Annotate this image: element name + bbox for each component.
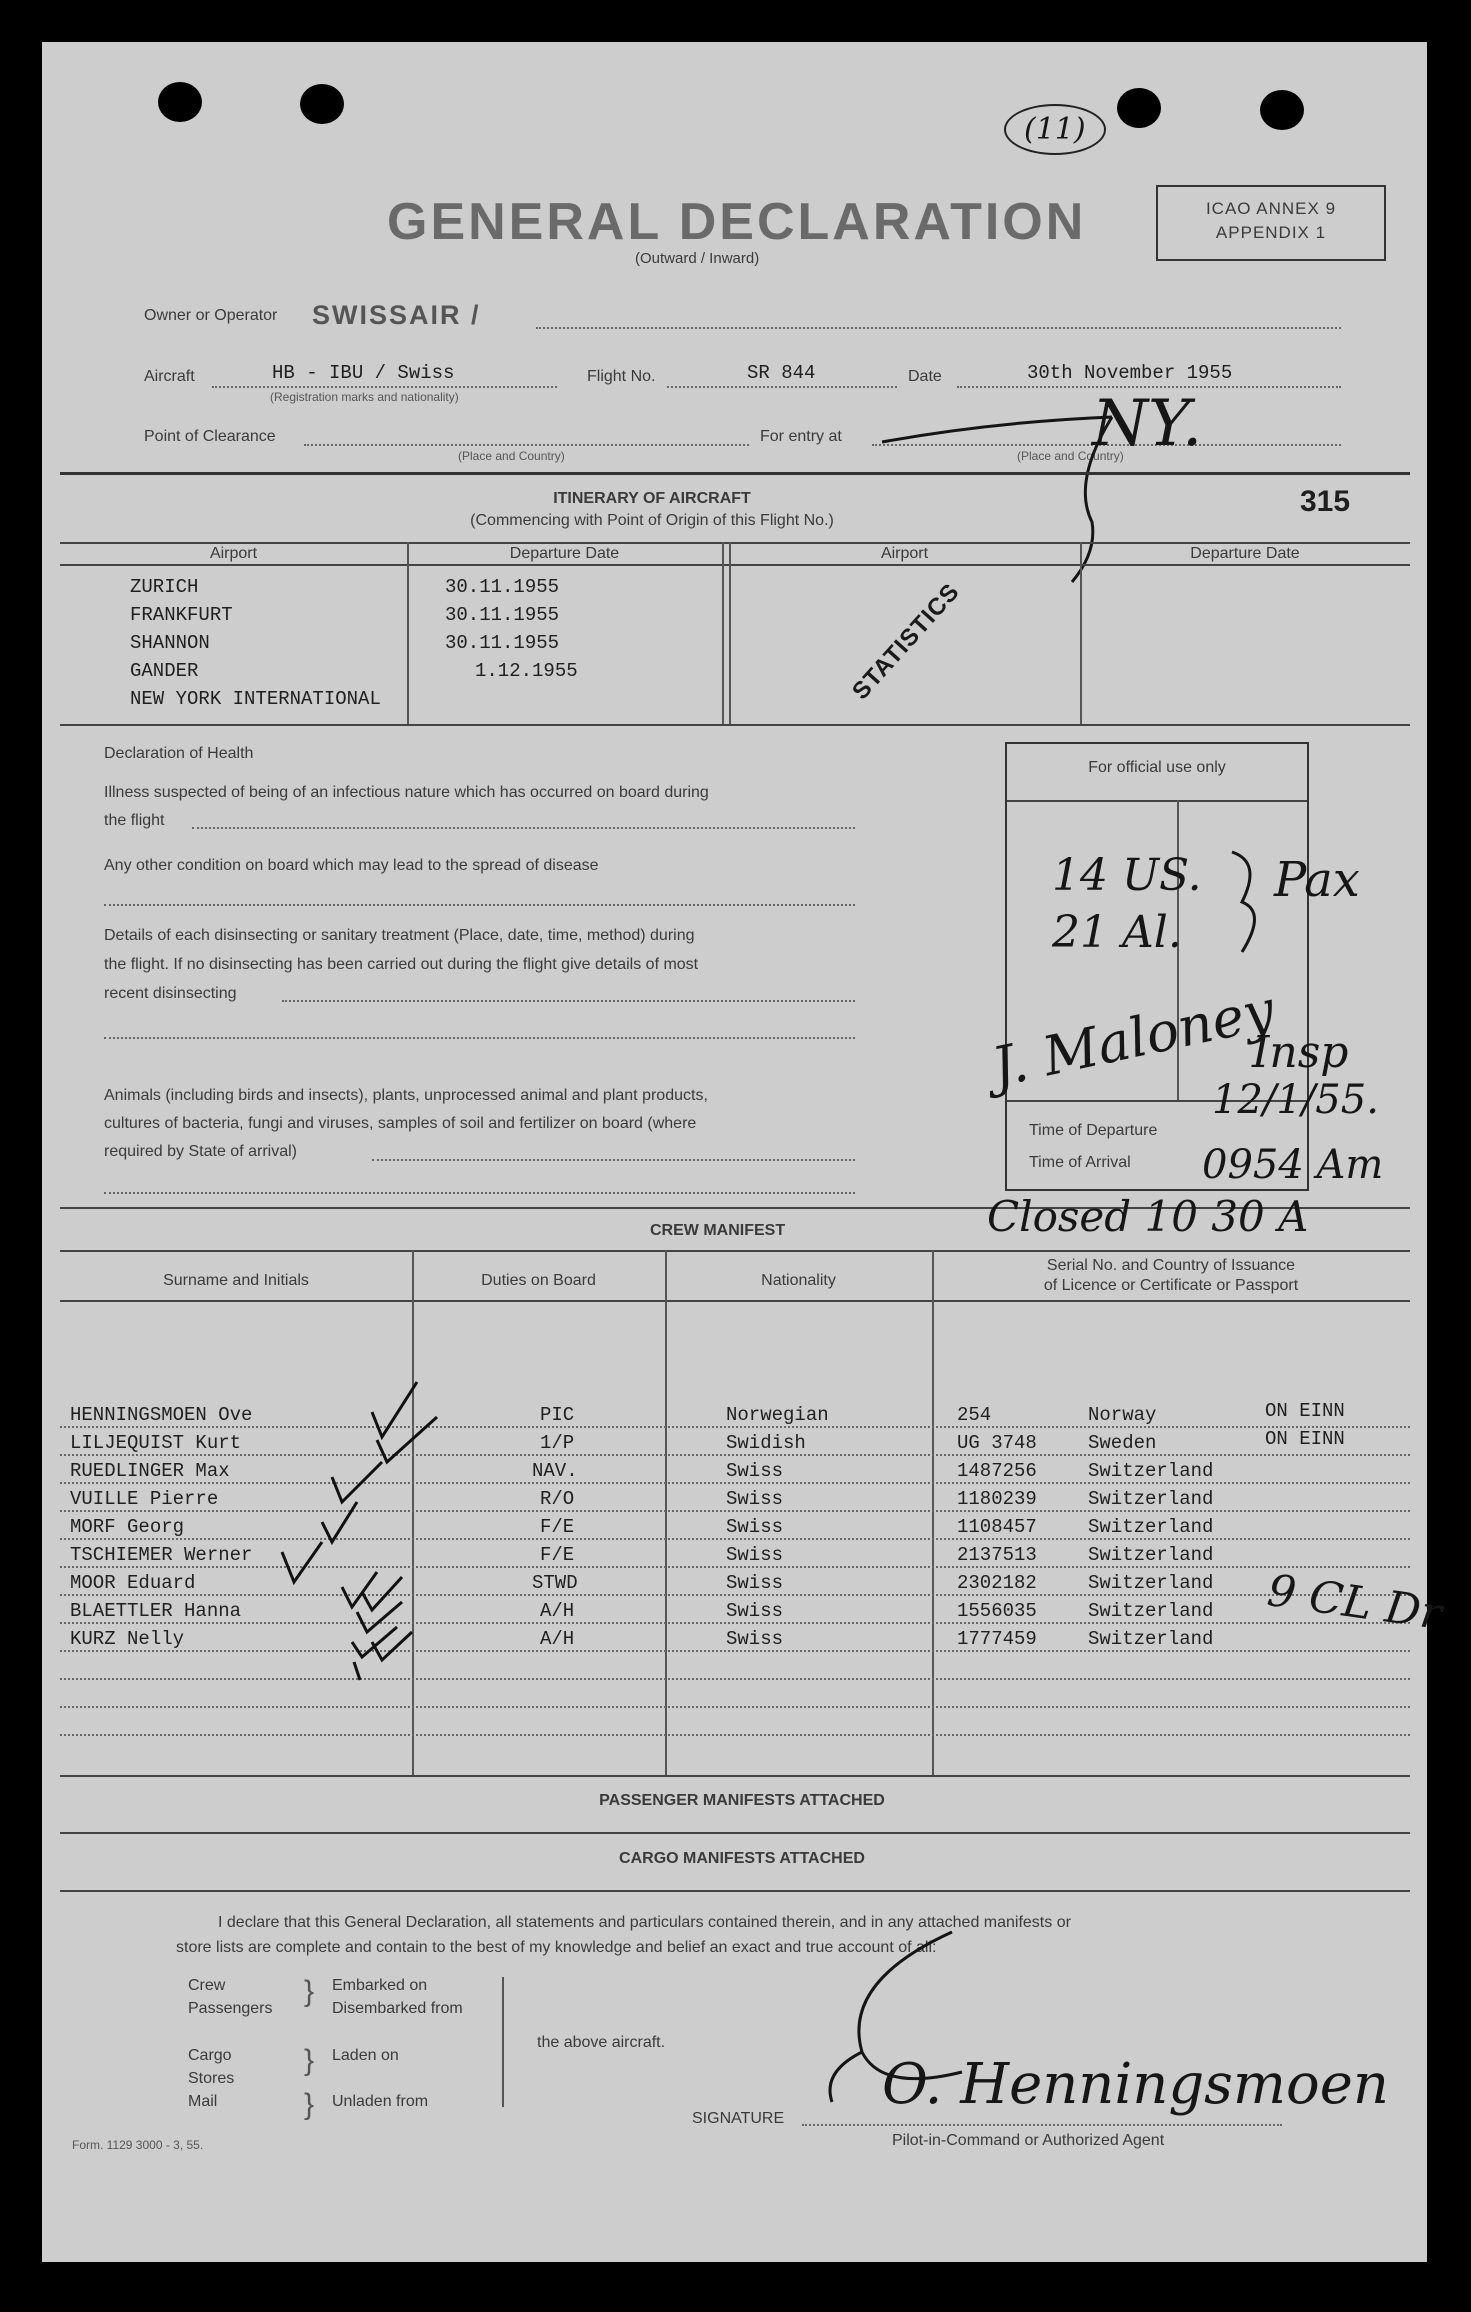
crew-country-4: Switzerland [1088, 1488, 1214, 1510]
signature-label: SIGNATURE [692, 2110, 785, 2127]
punch-hole-1 [158, 82, 202, 122]
closed-note: Closed 10 30 A [987, 1192, 1309, 1241]
official-signature: J. Maloney [986, 977, 1280, 1100]
crew-header-serial-1: Serial No. and Country of Issuance [1046, 1257, 1296, 1274]
official-note-2: 21 Al. [1052, 907, 1182, 958]
flight-value: SR 844 [747, 362, 816, 384]
brace-1: } [304, 1975, 315, 2008]
crew-serial-8: 1556035 [957, 1600, 1037, 1622]
flight-label: Flight No. [587, 368, 656, 385]
crew-nationality-2: Swidish [726, 1432, 806, 1454]
form-number: Form. 1129 3000 - 3, 55. [72, 2138, 204, 2152]
clearance-label: Point of Clearance [144, 428, 276, 445]
crew-duty-7: STWD [532, 1572, 578, 1594]
crew-name-4: VUILLE Pierre [70, 1488, 219, 1510]
declaration-line-1: I declare that this General Declaration, all statements and particulars contained therein, and in any attached manifests or [218, 1914, 1071, 1931]
decl-above: the above aircraft. [537, 2034, 666, 2051]
date-label: Date [908, 368, 942, 385]
bracket [502, 1977, 504, 2107]
entry-label: For entry at [760, 428, 842, 445]
aircraft-note: (Registration marks and nationality) [270, 390, 459, 404]
punch-hole-2 [300, 84, 344, 124]
health-q1-line1: Illness suspected of being of an infectious nature which has occurred on board during [104, 784, 709, 801]
crew-duty-8: A/H [540, 1600, 575, 1622]
entry-note: (Place and Country) [1017, 449, 1124, 463]
crew-margin-note: 9 CL Dr [1264, 1565, 1445, 1640]
crew-duty-3: NAV. [532, 1460, 578, 1482]
crew-nationality-6: Swiss [726, 1544, 784, 1566]
crew-country-3: Switzerland [1088, 1460, 1214, 1482]
crew-serial-1: 254 [957, 1404, 992, 1426]
health-q1-line2: the flight [104, 812, 165, 829]
crew-serial-9: 1777459 [957, 1628, 1037, 1650]
decl-mail: Mail [188, 2093, 218, 2110]
health-q3-line2: the flight. If no disinsecting has been carried out during the flight give details of most [104, 956, 699, 973]
crew-duty-4: R/O [540, 1488, 575, 1510]
health-q3-line1: Details of each disinsecting or sanitary treatment (Place, date, time, method) during [104, 927, 695, 944]
official-note-3: Pax [1274, 852, 1360, 908]
decl-unladen: Unladen from [332, 2093, 429, 2110]
form-title: GENERAL DECLARATION [387, 193, 1087, 251]
itinerary-header-date-2: Departure Date [1190, 545, 1300, 562]
declaration-form [42, 42, 1445, 2262]
itinerary-date-2: 30.11.1955 [445, 604, 560, 626]
date-value: 30th November 1955 [1027, 362, 1233, 384]
health-q3-line3: recent disinsecting [104, 985, 237, 1002]
crew-header-serial-2: of Licence or Certificate or Passport [1043, 1277, 1299, 1294]
punch-hole-3 [1117, 88, 1161, 128]
crew-nationality-7: Swiss [726, 1572, 784, 1594]
crew-serial-4: 1180239 [957, 1488, 1037, 1510]
crew-header-name: Surname and Initials [163, 1272, 309, 1289]
crew-extra-2: ON EINN [1265, 1428, 1345, 1450]
itinerary-header-airport: Airport [209, 545, 258, 562]
crew-name-5: MORF Georg [70, 1516, 185, 1538]
health-q4-line1: Animals (including birds and insects), plants, unprocessed animal and plant products, [104, 1087, 708, 1104]
cargo-manifests: CARGO MANIFESTS ATTACHED [619, 1850, 865, 1867]
itinerary-header-airport-2: Airport [880, 545, 929, 562]
annex-line-1: ICAO ANNEX 9 [1205, 199, 1337, 218]
statistics-stamp: STATISTICS [847, 578, 966, 706]
itinerary-subtitle: (Commencing with Point of Origin of this Flight No.) [470, 512, 834, 529]
crew-title: CREW MANIFEST [650, 1222, 786, 1239]
crew-extra-1: ON EINN [1265, 1400, 1345, 1422]
crew-serial-7: 2302182 [957, 1572, 1037, 1594]
aircraft-label: Aircraft [144, 368, 195, 385]
crew-nationality-1: Norwegian [726, 1404, 829, 1426]
crew-country-7: Switzerland [1088, 1572, 1214, 1594]
crew-name-9: KURZ Nelly [70, 1628, 185, 1650]
aircraft-value: HB - IBU / Swiss [272, 362, 455, 384]
health-q4-line2: cultures of bacteria, fungi and viruses, samples of soil and fertilizer on board (where [104, 1115, 697, 1132]
crew-name-7: MOOR Eduard [70, 1572, 196, 1594]
itinerary-airport-4: GANDER [130, 660, 199, 682]
signature-scrawl [802, 1922, 1082, 2122]
brace-3: } [304, 2088, 315, 2121]
pilot-label: Pilot-in-Command or Authorized Agent [892, 2132, 1165, 2149]
crew-name-8: BLAETTLER Hanna [70, 1600, 242, 1622]
annex-line-2: APPENDIX 1 [1215, 223, 1327, 242]
annex-box [1156, 185, 1386, 261]
crew-country-6: Switzerland [1088, 1544, 1214, 1566]
crew-header-duties: Duties on Board [481, 1272, 596, 1289]
official-note-5: 12/1/55. [1212, 1077, 1379, 1123]
itinerary-number: 315 [1300, 485, 1351, 518]
decl-disembarked: Disembarked from [332, 2000, 463, 2017]
itinerary-date-4: 1.12.1955 [475, 660, 578, 682]
crew-serial-3: 1487256 [957, 1460, 1037, 1482]
itinerary-airport-5: NEW YORK INTERNATIONAL [130, 688, 381, 710]
owner-label: Owner or Operator [144, 307, 278, 324]
itinerary-airport-2: FRANKFURT [130, 604, 233, 626]
brace-2: } [304, 2044, 315, 2077]
crew-name-6: TSCHIEMER Werner [70, 1544, 253, 1566]
check-marks [242, 1342, 442, 1682]
signature-value: O. Henningsmoen [882, 2052, 1389, 2117]
arrival-label: Time of Arrival [1029, 1154, 1131, 1171]
itinerary-airport-3: SHANNON [130, 632, 210, 654]
crew-name-1: HENNINGSMOEN Ove [70, 1404, 253, 1426]
crew-duty-1: PIC [540, 1404, 575, 1426]
decl-laden: Laden on [332, 2047, 399, 2064]
itinerary-date-1: 30.11.1955 [445, 576, 560, 598]
corner-mark: (11) [1004, 104, 1106, 155]
crew-name-2: LILJEQUIST Kurt [70, 1432, 242, 1454]
decl-stores: Stores [188, 2070, 235, 2087]
itinerary-airport-1: ZURICH [130, 576, 199, 598]
official-note-1: 14 US. [1052, 850, 1202, 901]
crew-country-2: Sweden [1088, 1432, 1157, 1454]
health-q2: Any other condition on board which may lead to the spread of disease [104, 857, 599, 874]
crew-nationality-5: Swiss [726, 1516, 784, 1538]
decl-embarked: Embarked on [332, 1977, 428, 1994]
decl-passengers: Passengers [188, 2000, 273, 2017]
clearance-note: (Place and Country) [458, 449, 565, 463]
health-q4-line3: required by State of arrival) [104, 1143, 297, 1160]
itinerary-date-3: 30.11.1955 [445, 632, 560, 654]
crew-serial-6: 2137513 [957, 1544, 1037, 1566]
owner-value: SWISSAIR / [312, 300, 481, 330]
itinerary-title: ITINERARY OF AIRCRAFT [553, 490, 751, 507]
crew-duty-2: 1/P [540, 1432, 575, 1454]
entry-handwritten: NY. [1092, 387, 1203, 461]
crew-country-1: Norway [1088, 1404, 1157, 1426]
passenger-manifests: PASSENGER MANIFESTS ATTACHED [599, 1792, 885, 1809]
itinerary-header-date: Departure Date [509, 545, 620, 562]
arrival-value: 0954 Am [1202, 1142, 1384, 1188]
health-title: Declaration of Health [104, 745, 254, 762]
crew-serial-5: 1108457 [957, 1516, 1037, 1538]
crew-header-nationality: Nationality [761, 1272, 836, 1289]
crew-country-9: Switzerland [1088, 1628, 1214, 1650]
form-subtitle: (Outward / Inward) [635, 250, 760, 267]
departure-label: Time of Departure [1029, 1122, 1158, 1139]
crew-country-5: Switzerland [1088, 1516, 1214, 1538]
decl-crew: Crew [188, 1977, 226, 1994]
declaration-line-2: store lists are complete and contain to the best of my knowledge and belief an exact and true account of all: [176, 1939, 937, 1956]
crew-duty-9: A/H [540, 1628, 575, 1650]
crew-nationality-4: Swiss [726, 1488, 784, 1510]
decl-cargo: Cargo [188, 2047, 232, 2064]
crew-nationality-3: Swiss [726, 1460, 784, 1482]
official-title: For official use only [1088, 759, 1226, 776]
punch-hole-4 [1260, 90, 1304, 130]
crew-name-3: RUEDLINGER Max [70, 1460, 230, 1482]
crew-country-8: Switzerland [1088, 1600, 1214, 1622]
crew-nationality-8: Swiss [726, 1600, 784, 1622]
official-brace [1222, 842, 1282, 972]
crew-duty-6: F/E [540, 1544, 575, 1566]
crew-serial-2: UG 3748 [957, 1432, 1037, 1454]
crew-duty-5: F/E [540, 1516, 575, 1538]
crew-nationality-9: Swiss [726, 1628, 784, 1650]
official-note-4: Insp [1252, 1027, 1349, 1078]
